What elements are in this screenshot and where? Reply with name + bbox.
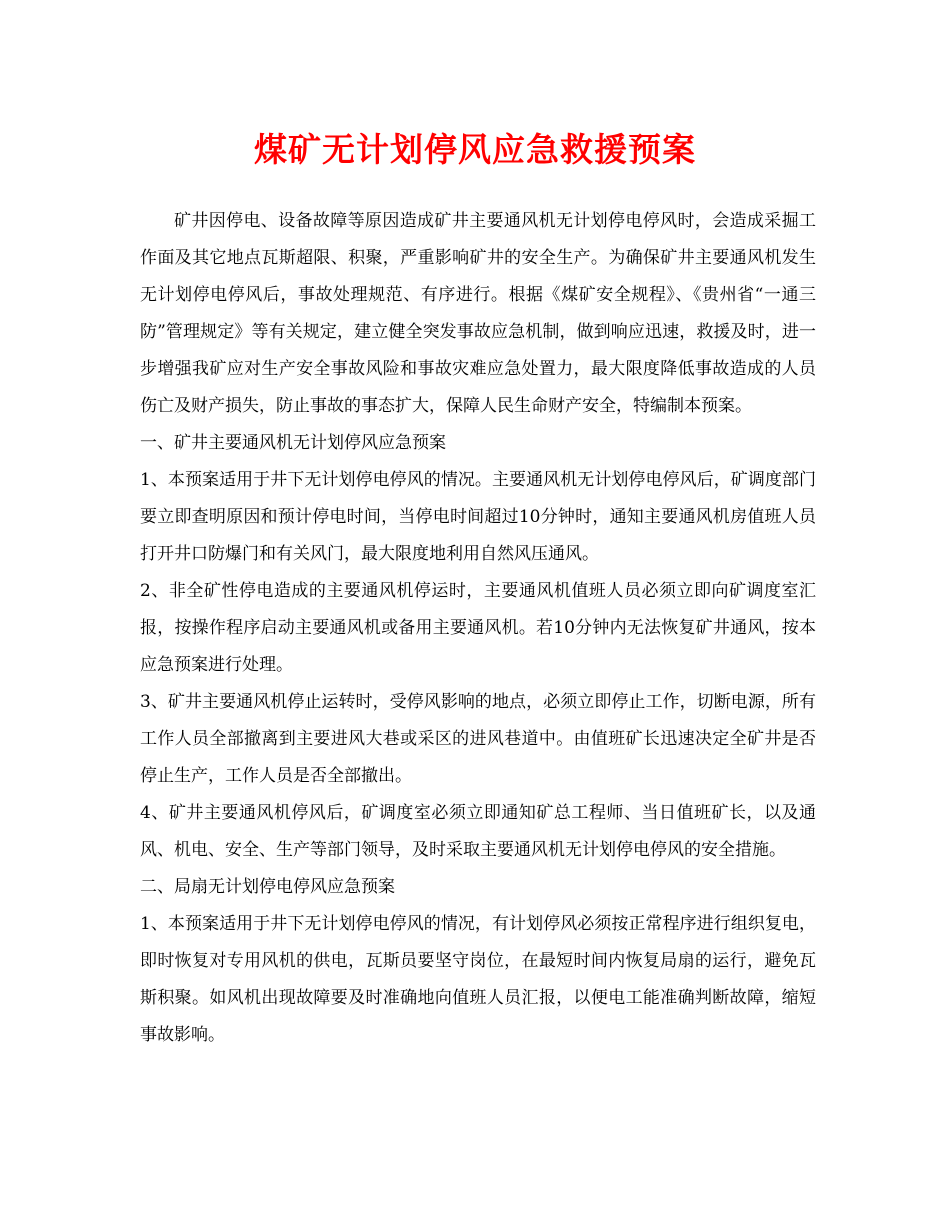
intro-paragraph: 矿井因停电、设备故障等原因造成矿井主要通风机无计划停电停风时，会造成采掘工作面及其它地点瓦斯超限、积聚，严重影响矿井的安全生产。为确保矿井主要通风机发生无计划停电停风后，事故处理规范、有序进行。根据《煤矿安全规程》、《贵州省“一通三防”管理规定》等有关规定，建立健全突发事故应急机制，做到响应迅速，救援及时，进一步增强我矿应对生产安全事故风险和事故灾难应急处置力，最大限度降低事故造成的人员伤亡及财产损失，防止事故的事态扩大，保障人民生命财产安全，特编制本预案。 xyxy=(140,211,816,416)
section-1-item-4: 4、矿井主要通风机停风后，矿调度室必须立即通知矿总工程师、当日值班矿长，以及通风、机电、安全、生产等部门领导，及时采取主要通风机无计划停电停风的安全措施。 xyxy=(140,803,816,860)
document-body xyxy=(140,203,816,1054)
section-1-item-1: 1、本预案适用于井下无计划停电停风的情况。主要通风机无计划停电停风后，矿调度部门要立即查明原因和预计停电时间，当停电时间超过10分钟时，通知主要通风机房值班人员打开井口防爆门和有关风门，最大限度地利用自然风压通风。 xyxy=(140,470,816,564)
section-2-item-1: 1、本预案适用于井下无计划停电停风的情况，有计划停风必须按正常程序进行组织复电，即时恢复对专用风机的供电，瓦斯员要坚守岗位，在最短时间内恢复局扇的运行，避免瓦斯积聚。如风机出现故障要及时准确地向值班人员汇报，以便电工能准确判断故障，缩短事故影响。 xyxy=(140,914,816,1045)
section-1-item-3: 3、矿井主要通风机停止运转时，受停风影响的地点，必须立即停止工作，切断电源，所有工作人员全部撤离到主要进风大巷或采区的进风巷道中。由值班矿长迅速决定全矿井是否停止生产，工作人员是否全部撤出。 xyxy=(140,692,816,786)
section-1-item-2: 2、非全矿性停电造成的主要通风机停运时，主要通风机值班人员必须立即向矿调度室汇报，按操作程序启动主要通风机或备用主要通风机。若10分钟内无法恢复矿井通风，按本应急预案进行处理。 xyxy=(140,581,816,675)
document-title: 煤矿无计划停风应急救援预案 xyxy=(254,130,696,169)
section-heading-1: 一、矿井主要通风机无计划停风应急预案 xyxy=(140,433,446,453)
section-heading-2: 二、局扇无计划停电停风应急预案 xyxy=(140,877,395,897)
